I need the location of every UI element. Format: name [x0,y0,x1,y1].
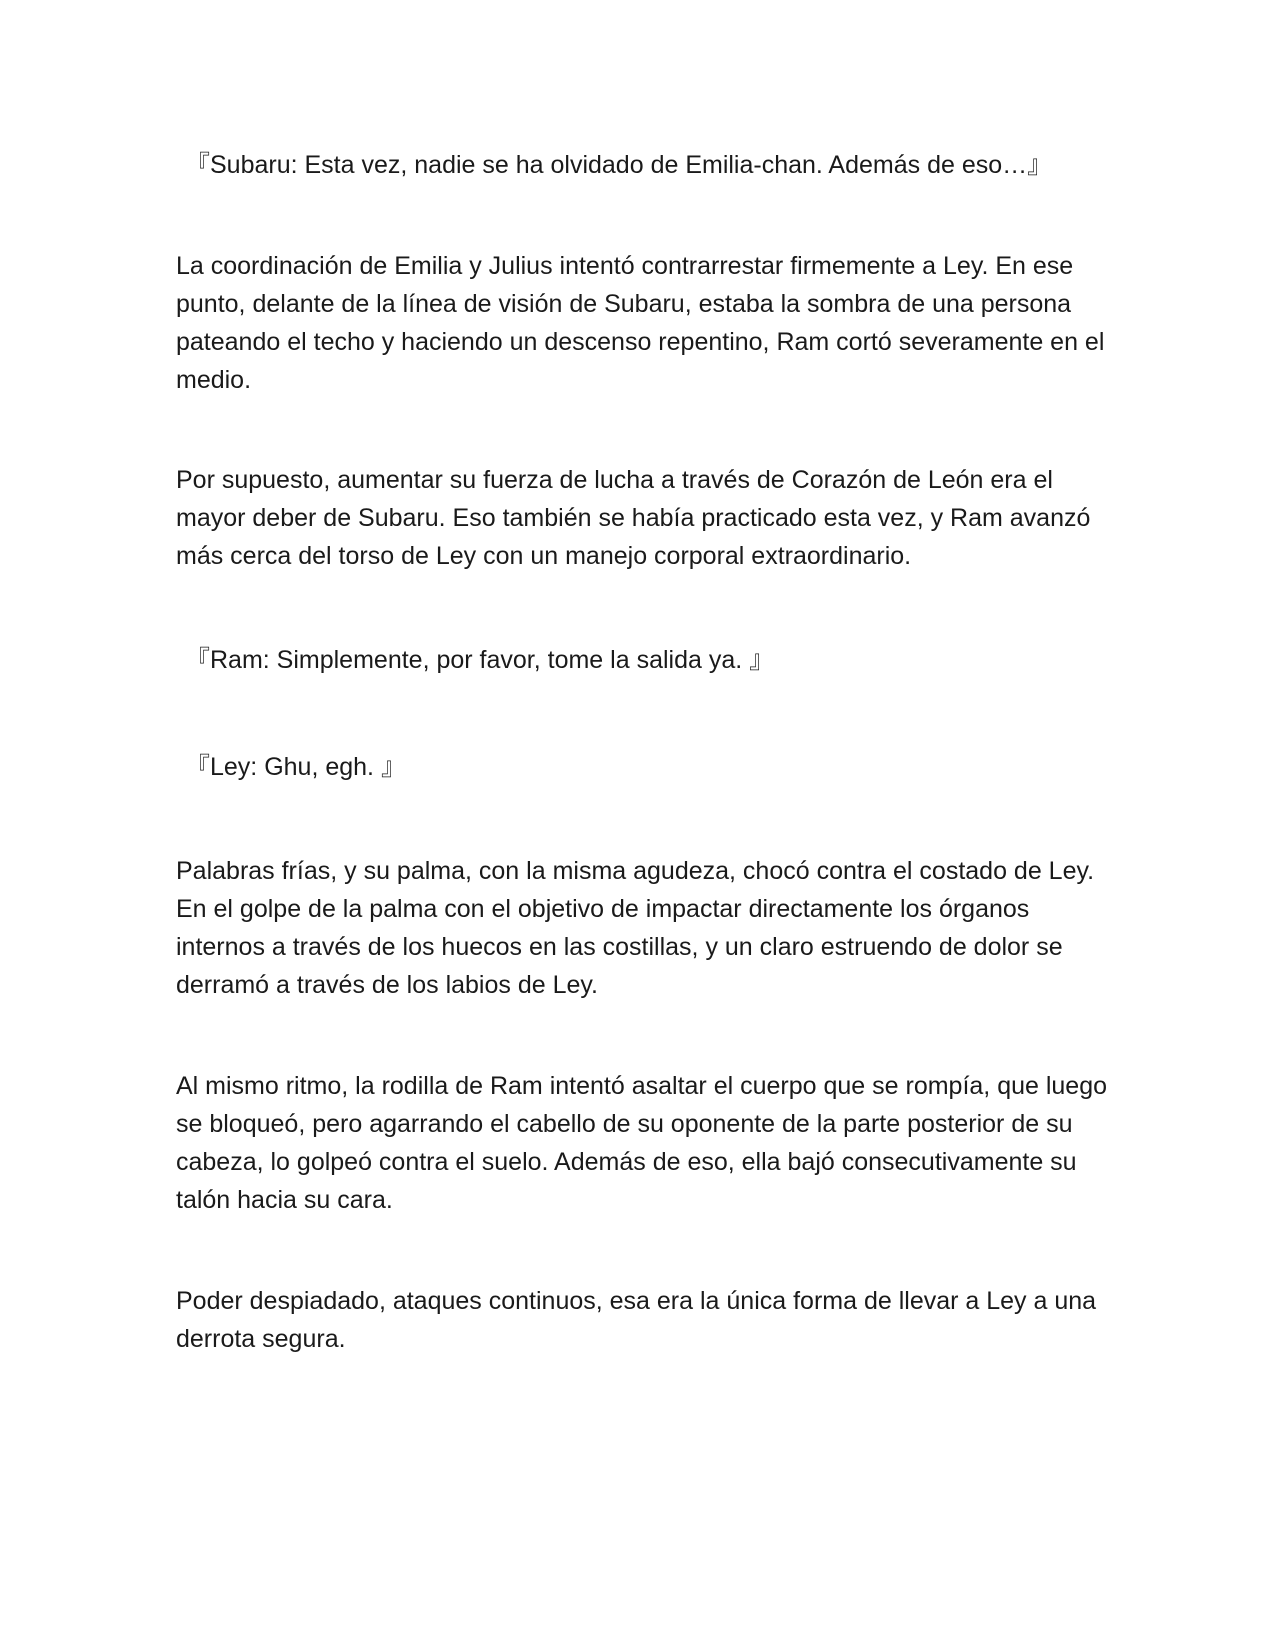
dialogue-ram: 『Ram: Simplemente, por favor, tome la salida ya. 』 [185,646,775,674]
paragraph-coordination: La coordinación de Emilia y Julius intentó contrarrestar firmemente a Ley. En ese punto, delante de la línea de visión de Subaru, estaba la sombra de una persona pateando el techo y haciendo un descenso repentino, Ram cortó severamente en el medio. [176,252,1105,394]
dialogue-ley: 『Ley: Ghu, egh. 』 [185,753,406,781]
paragraph-same-rhythm: Al mismo ritmo, la rodilla de Ram intentó asaltar el cuerpo que se rompía, que luego se bloqueó, pero agarrando el cabello de su oponente de la parte posterior de su cabeza, lo golpeó contra el suelo. Además de eso, ella bajó consecutivamente su talón hacia su cara. [176,1072,1108,1214]
paragraph-lion-heart: Por supuesto, aumentar su fuerza de lucha a través de Corazón de León era el mayor deber de Subaru. Eso también se había practicado esta vez, y Ram avanzó más cerca del torso de Ley con un manejo corporal extraordinario. [176,466,1091,570]
paragraph-cold-words: Palabras frías, y su palma, con la misma agudeza, chocó contra el costado de Ley. En el golpe de la palma con el objetivo de impactar directamente los órganos internos a través de los huecos en las costillas, y un claro estruendo de dolor se derramó a través de los labios de Ley. [176,857,1095,999]
dialogue-subaru: 『Subaru: Esta vez, nadie se ha olvidado de Emilia-chan. Además de eso…』 [185,151,1053,179]
paragraph-merciless-power: Poder despiadado, ataques continuos, esa era la única forma de llevar a Ley a una derrota segura. [176,1287,1097,1353]
